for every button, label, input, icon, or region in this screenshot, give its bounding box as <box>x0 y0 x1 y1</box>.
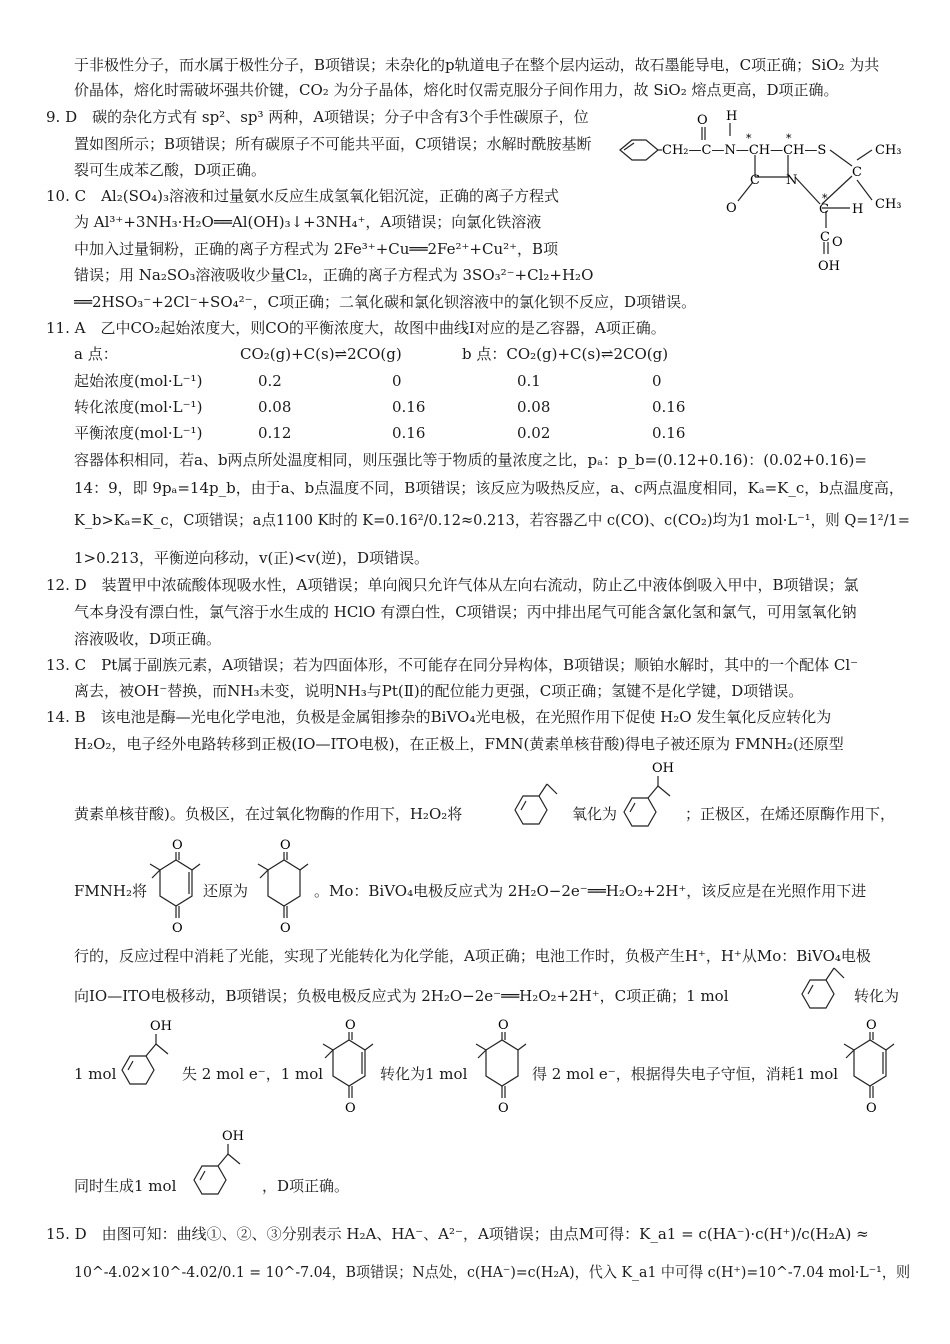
text-line: 1>0.213，平衡逆向移动，v(正)<v(逆)，D项错误。 <box>74 549 430 567</box>
text-line: 9. D 碳的杂化方式有 sp²、sp³ 两种，A项错误；分子中含有3个手性碳原子，位 <box>46 108 589 126</box>
table-row-label: 转化浓度(mol·L⁻¹) <box>74 398 203 416</box>
text-line: 价晶体，熔化时需破坏强共价键，CO₂ 为分子晶体，熔化时仅需克服分子间作用力，故 SiO₂ 熔点更高，D项正确。 <box>74 81 839 99</box>
penicillin-structure <box>610 100 910 280</box>
table-row-label: 平衡浓度(mol·L⁻¹) <box>74 424 203 442</box>
text-line: 同时生成1 mol <box>74 1177 177 1195</box>
lactam-carbon: C <box>750 173 760 188</box>
phenylethanol-structure <box>188 1128 258 1204</box>
text-line: 13. C Pt属于副族元素，A项错误；若为四面体形，不可能存在同分异构体，B项错误；顺铂水解时，其中的一个配体 Cl⁻ <box>46 656 859 674</box>
text-line: 为 Al³⁺+3NH₃·H₂O══Al(OH)₃↓+3NH₄⁺，A项错误；向氯化铁溶液 <box>74 213 542 231</box>
hydroxyl: OH <box>652 761 674 776</box>
text-line: 11. A 乙中CO₂起始浓度大，则CO的平衡浓度大，故图中曲线Ⅰ对应的是乙容器，A项正确。 <box>46 319 666 337</box>
text-line: FMNH₂将 <box>74 882 147 900</box>
text-line: 10. C Al₂(SO₄)₃溶液和过量氨水反应生成氢氧化铝沉淀，正确的离子方程式 <box>46 187 560 205</box>
text-line: H₂O₂，电子经外电路转移到正极(IO—ITO电极)，在正极上，FMN(黄素单核苷酸)得电子被还原为 FMNH₂(还原型 <box>74 735 844 753</box>
table-cell: 0.16 <box>392 398 426 416</box>
methyl-top: CH₃ <box>875 143 902 158</box>
text-line: 裂可生成苯乙酸，D项正确。 <box>74 161 267 179</box>
quaternary-carbon: C <box>852 165 862 180</box>
phenylethanol-structure <box>116 1018 186 1094</box>
text-line: 向IO—ITO电极移动，B项错误；负极电极反应式为 2H₂O−2e⁻══H₂O₂+2H⁺，C项正确；1 mol <box>74 987 729 1005</box>
table-cell: 0 <box>652 372 662 390</box>
text-line: 容器体积相同，若a、b两点所处温度相同，则压强比等于物质的量浓度之比，pₐ：p_b=(0.12+0.16)：(0.02+0.16)= <box>74 451 867 469</box>
chain-label: CH₂—C—N—CH—CH—S <box>662 143 827 158</box>
text-line: 离去，被OH⁻替换，而NH₃未变，说明NH₃与Pt(Ⅱ)的配位能力更强，C项正确；氢键不是化学键，D项错误。 <box>74 682 804 700</box>
carbonyl-oxygen: O <box>498 1018 509 1033</box>
text-line: 置如图所示；B项错误；所有碳原子不可能共平面，C项错误；水解时酰胺基断 <box>74 135 592 153</box>
text-line: 转化为1 mol <box>380 1065 468 1083</box>
text-line: 溶液吸收，D项正确。 <box>74 630 222 648</box>
text-line: 黄素单核苷酸)。负极区，在过氧化物酶的作用下，H₂O₂将 <box>74 805 463 823</box>
trimethylcyclohexanedione-structure <box>250 840 310 944</box>
text-line: 气本身没有漂白性，氯气溶于水生成的 HClO 有漂白性，C项错误；丙中排出尾气可能含氯化氢和氯气，可用氢氧化钠 <box>74 603 857 621</box>
ethylbenzene-structure <box>792 964 852 1018</box>
text-line: 14. B 该电池是酶—光电化学电池，负极是金属钼掺杂的BiVO₄光电极，在光照作用下促使 H₂O 发生氧化反应转化为 <box>46 708 832 726</box>
carboxyl-oxygen: O <box>832 235 843 250</box>
text-line: K_b>Kₐ=K_c，C项错误；a点1100 K时的 K=0.16²/0.12≈0.213，若容器乙中 c(CO)、c(CO₂)均为1 mol·L⁻¹，则 Q=1²/1= <box>74 511 910 529</box>
ketoisophorone-structure <box>315 1020 375 1124</box>
text-line: 10^-4.02×10^-4.02/0.1 = 10^-7.04，B项错误；N点处，c(HA⁻)=c(H₂A)，代入 K_a1 中可得 c(H⁺)=10^-7.04 mol·L⁻¹，则 <box>74 1263 911 1281</box>
table-a-label: a 点： <box>74 345 118 363</box>
text-line: 于非极性分子，而水属于极性分子，B项错误；未杂化的p轨道电子在整个层内运动，故石墨能导电，C项正确；SiO₂ 为共 <box>74 56 880 74</box>
text-line: 行的，反应过程中消耗了光能，实现了光能转化为化学能，A项正确；电池工作时，负极产生H⁺，H⁺从Mo：BiVO₄电极 <box>74 947 871 965</box>
table-cell: 0.2 <box>258 372 282 390</box>
table-cell: 0.16 <box>392 424 426 442</box>
chiral-mark: * <box>786 132 792 145</box>
table-cell: 0 <box>392 372 402 390</box>
amide-hydrogen: H <box>726 109 738 124</box>
carbonyl-oxygen: O <box>280 921 291 936</box>
text-line: ；正极区，在烯还原酶作用下， <box>685 805 896 823</box>
table-b-label: b 点：CO₂(g)+C(s)⇌2CO(g) <box>462 345 669 363</box>
alpha-hydrogen: H <box>852 202 864 217</box>
carbonyl-oxygen: O <box>172 838 183 853</box>
carbonyl-oxygen: O <box>866 1101 877 1116</box>
table-cell: 0.08 <box>517 398 551 416</box>
phenylethanol-structure <box>618 760 688 836</box>
carbonyl-oxygen: O <box>345 1101 356 1116</box>
table-row-label: 起始浓度(mol·L⁻¹) <box>74 372 203 390</box>
table-cell: 0.1 <box>517 372 541 390</box>
methyl-bottom: CH₃ <box>875 197 902 212</box>
ring-nitrogen: N <box>786 173 798 188</box>
text-line: 错误；用 Na₂SO₃溶液吸收少量Cl₂，正确的离子方程式为 3SO₃²⁻+Cl₂+H₂O <box>74 266 594 284</box>
text-line: 还原为 <box>203 882 249 900</box>
hydroxyl: OH <box>818 259 840 274</box>
carboxyl-carbon: C <box>820 230 830 245</box>
text-line: 1 mol <box>74 1065 117 1083</box>
text-line: 。Mo：BiVO₄电极反应式为 2H₂O−2e⁻══H₂O₂+2H⁺，该反应是在光照作用下进 <box>314 882 867 900</box>
text-line: ，D项正确。 <box>262 1177 350 1195</box>
ketoisophorone-structure <box>836 1020 896 1124</box>
carbonyl-oxygen: O <box>866 1018 877 1033</box>
text-line: 得 2 mol e⁻，根据得失电子守恒，消耗1 mol <box>532 1065 839 1083</box>
carbonyl-oxygen: O <box>172 921 183 936</box>
ketoisophorone-structure <box>142 840 202 944</box>
table-cell: 0.12 <box>258 424 292 442</box>
hydroxyl: OH <box>150 1019 172 1034</box>
carbonyl-oxygen: O <box>345 1018 356 1033</box>
trimethylcyclohexanedione-structure <box>468 1020 528 1124</box>
chiral-mark: * <box>822 192 828 205</box>
text-line: ══2HSO₃⁻+2Cl⁻+SO₄²⁻，C项正确；二氧化碳和氯化钡溶液中的氯化钡不反应，D项错误。 <box>74 293 697 311</box>
text-line: 失 2 mol e⁻，1 mol <box>182 1065 324 1083</box>
table-cell: 0.08 <box>258 398 292 416</box>
alpha-carbon: C <box>819 202 829 217</box>
text-line: 中加入过量铜粉，正确的离子方程式为 2Fe³⁺+Cu══2Fe²⁺+Cu²⁺，B项 <box>74 240 559 258</box>
table-a-equation: CO₂(g)+C(s)⇌2CO(g) <box>240 345 402 363</box>
carbonyl-oxygen: O <box>697 113 708 128</box>
text-line: 氧化为 <box>572 805 618 823</box>
text-line: 12. D 装置甲中浓硫酸体现吸水性，A项错误；单向阀只允许气体从左向右流动，防止乙中液体倒吸入甲中，B项错误；氯 <box>46 576 859 594</box>
text-line: 14：9，即 9pₐ=14p_b，由于a、b点温度不同，B项错误；该反应为吸热反应，a、c两点温度相同，Kₐ=K_c，b点温度高， <box>74 479 904 497</box>
hydroxyl: OH <box>222 1129 244 1144</box>
table-cell: 0.16 <box>652 424 686 442</box>
chiral-mark: * <box>746 132 752 145</box>
text-line: 转化为 <box>854 987 900 1005</box>
ethylbenzene-structure <box>505 780 565 834</box>
carbonyl-oxygen: O <box>498 1101 509 1116</box>
lactam-oxygen: O <box>726 201 737 216</box>
text-line: 15. D 由图可知：曲线①、②、③分别表示 H₂A、HA⁻、A²⁻，A项错误；由点M可得：K_a1 = c(HA⁻)·c(H⁺)/c(H₂A) ≈ <box>46 1225 869 1243</box>
carbonyl-oxygen: O <box>280 838 291 853</box>
structure-diagram <box>610 100 910 280</box>
table-cell: 0.02 <box>517 424 551 442</box>
table-cell: 0.16 <box>652 398 686 416</box>
